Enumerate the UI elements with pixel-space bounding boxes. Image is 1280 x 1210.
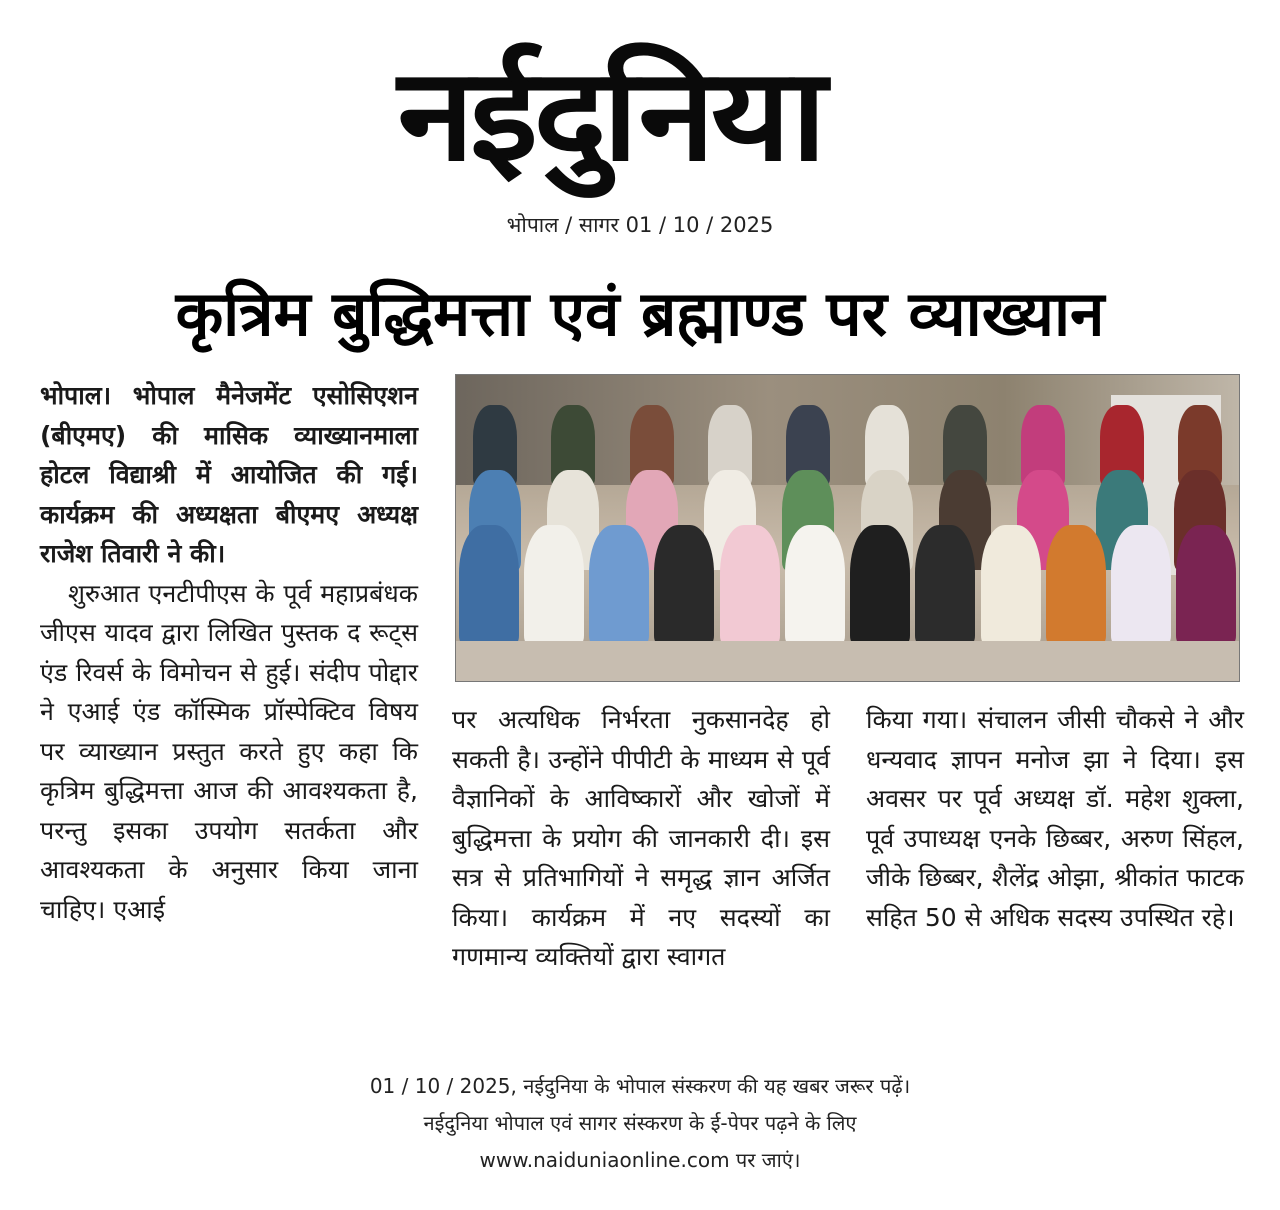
footer-line-1: 01 / 10 / 2025, नईदुनिया के भोपाल संस्करण की यह खबर जरूर पढ़ें।	[369, 1074, 911, 1098]
article-column-1	[40, 376, 418, 929]
photo-floor	[456, 641, 1239, 681]
footer-note	[0, 1068, 1280, 1179]
footer-line-3: www.naiduniaonline.com पर जाएं।	[479, 1148, 801, 1172]
article-headline: कृत्रिम बुद्धिमत्ता एवं ब्रह्माण्ड पर व्याख्यान	[175, 277, 1105, 350]
article-column-3-body: किया गया। संचालन जीसी चौकसे ने और धन्यवाद ज्ञापन मनोज झा ने दिया। इस अवसर पर पूर्व अध्यक्ष डॉ. महेश शुक्ला, पूर्व उपाध्यक्ष एनके छिब्बर, अरुण सिंहल, जीके छिब्बर, शैलेंद्र ओझा, श्रीकांत फाटक सहित 50 से अधिक सदस्य उपस्थित रहे।	[866, 705, 1244, 932]
group-photo	[455, 374, 1240, 682]
article-column-2-body: पर अत्यधिक निर्भरता नुकसानदेह हो सकती है। उन्होंने पीपीटी के माध्यम से पूर्व वैज्ञानिकों के आविष्कारों और खोजों में बुद्धिमत्ता के प्रयोग की जानकारी दी। इस सत्र से प्रतिभागियों ने समृद्ध ज्ञान अर्जित किया। कार्यक्रम में नए सदस्यों का गणमान्य व्यक्तियों द्वारा स्वागत	[452, 705, 830, 971]
footer-line-2: नईदुनिया भोपाल एवं सागर संस्करण के ई-पेपर पढ़ने के लिए	[423, 1111, 857, 1135]
article-intro: भोपाल। भोपाल मैनेजमेंट एसोसिएशन (बीएमए) की मासिक व्याख्यानमाला होटल विद्याश्री में आयोजित की गई। कार्यक्रम की अध्यक्षता बीएमए अध्यक्ष राजेश तिवारी ने की।	[40, 381, 418, 568]
newspaper-masthead: नईदुनिया	[397, 41, 823, 190]
edition-dateline: भोपाल / सागर 01 / 10 / 2025	[506, 213, 774, 237]
article-column-3	[866, 700, 1244, 937]
article-column-1-body: शुरुआत एनटीपीएस के पूर्व महाप्रबंधक जीएस यादव द्वारा लिखित पुस्तक द रूट्स एंड रिवर्स के विमोचन से हुई। संदीप पोद्दार ने एआई एंड कॉस्मिक प्रॉस्पेक्टिव विषय पर व्याख्यान प्रस्तुत करते हुए कहा कि कृत्रिम बुद्धिमत्ता आज की आवश्यकता है, परन्तु इसका उपयोग सतर्कता और आवश्यकता के अनुसार किया जाना चाहिए। एआई	[40, 578, 418, 924]
photo-front-row	[456, 525, 1239, 645]
article-column-2	[452, 700, 830, 977]
